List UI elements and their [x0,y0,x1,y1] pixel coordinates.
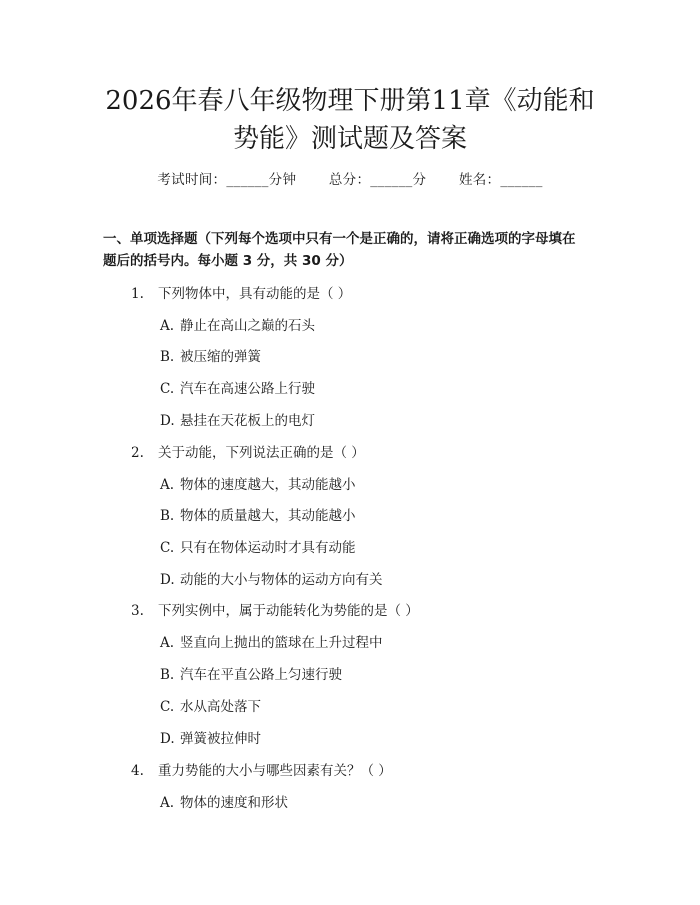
student-name-field: 姓名：______ [458,172,543,188]
option-letter: B. [160,349,175,365]
question-4 [131,759,392,779]
option-letter: D. [160,413,175,429]
option-letter: A. [160,318,175,334]
question-1-option-b [160,345,261,365]
section-heading [103,228,603,272]
option-letter: B. [160,508,175,524]
question-2-option-d [160,568,383,588]
option-text: 竖直向上抛出的篮球在上升过程中 [180,635,383,651]
option-text: 汽车在高速公路上行驶 [180,381,315,397]
option-text: 物体的质量越大，其动能越小 [180,508,356,524]
question-1-option-c [160,377,315,397]
option-letter: D. [160,572,175,588]
option-letter: A. [160,795,175,811]
option-text: 物体的速度和形状 [180,795,288,811]
option-text: 静止在高山之巅的石头 [180,318,315,334]
section-heading-line-1: 一、单项选择题（下列每个选项中只有一个是正确的，请将正确选项的字母填在 [103,231,576,247]
option-text: 只有在物体运动时才具有动能 [180,540,356,556]
question-1 [131,282,351,302]
question-3-option-a [160,631,383,651]
question-1-option-a [160,314,315,334]
question-2-option-b [160,504,356,524]
option-letter: C. [160,381,175,397]
question-text: 下列物体中，具有动能的是（ ） [158,286,352,302]
question-2-option-a [160,473,356,493]
option-text: 汽车在平直公路上匀速行驶 [180,667,342,683]
option-letter: D. [160,731,175,747]
section-heading-line-2: 题后的括号内。每小题 3 分，共 30 分） [103,253,353,269]
option-letter: A. [160,635,175,651]
question-number: 4. [131,763,144,779]
option-letter: C. [160,540,175,556]
question-3-option-b [160,663,342,683]
option-letter: C. [160,699,175,715]
total-score-field: 总分：______分 [328,172,427,188]
exam-info-row [0,168,700,188]
question-1-option-d [160,409,315,429]
option-letter: A. [160,477,175,493]
option-text: 物体的速度越大，其动能越小 [180,477,356,493]
option-text: 动能的大小与物体的运动方向有关 [180,572,383,588]
question-3 [131,599,419,619]
option-letter: B. [160,667,175,683]
question-2-option-c [160,536,356,556]
option-text: 悬挂在天花板上的电灯 [180,413,315,429]
question-number: 1. [131,286,144,302]
option-text: 被压缩的弹簧 [180,349,261,365]
title-line-1: 2026年春八年级物理下册第11章《动能和 [105,86,595,116]
question-text: 下列实例中，属于动能转化为势能的是（ ） [158,603,419,619]
question-4-option-a [160,791,288,811]
document-title [0,82,700,158]
question-3-option-d [160,727,261,747]
exam-time-field: 考试时间：______分钟 [157,172,297,188]
question-text: 关于动能，下列说法正确的是（ ） [158,445,365,461]
question-number: 3. [131,603,144,619]
question-number: 2. [131,445,144,461]
title-line-2: 势能》测试题及答案 [232,124,467,154]
option-text: 弹簧被拉伸时 [180,731,261,747]
question-text: 重力势能的大小与哪些因素有关？（ ） [158,763,392,779]
question-3-option-c [160,695,261,715]
option-text: 水从高处落下 [180,699,261,715]
question-2 [131,441,365,461]
